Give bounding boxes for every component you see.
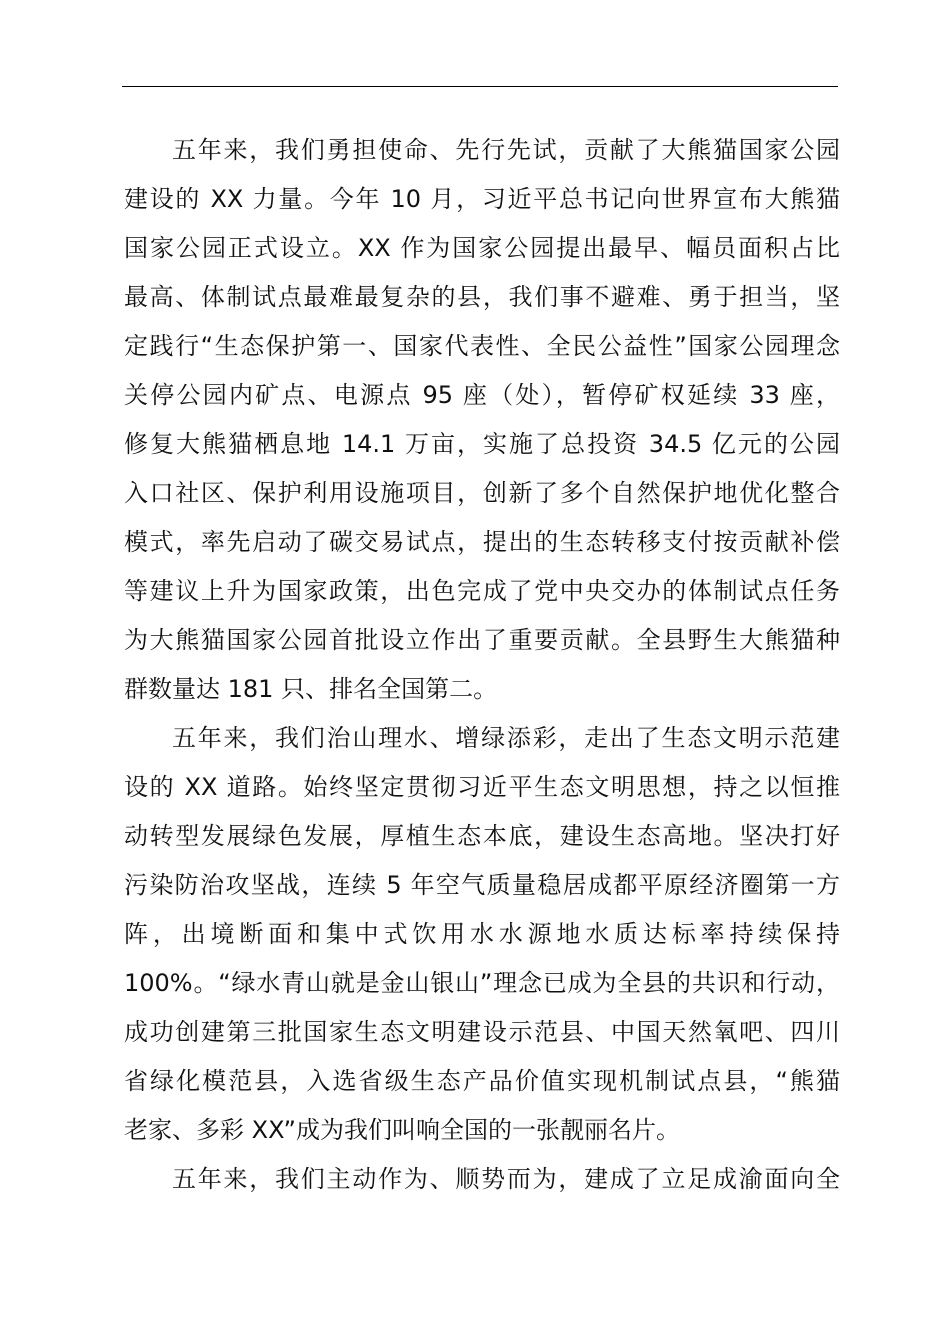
- text-line: 老家、多彩 XX”成为我们叫响全国的一张靓丽名片。: [124, 1116, 680, 1144]
- document-body: [124, 126, 840, 1204]
- text-line: 阵，出境断面和集中式饮用水水源地水质达标率持续保持: [124, 920, 840, 948]
- text-line: 省绿化模范县，入选省级生态产品价值实现机制试点县，“熊猫: [124, 1067, 840, 1095]
- text-line: 入口社区、保护利用设施项目，创新了多个自然保护地优化整合: [124, 479, 840, 507]
- text-line: 等建议上升为国家政策，出色完成了党中央交办的体制试点任务: [124, 577, 840, 605]
- paragraph-2: [124, 714, 840, 1155]
- header-rule: [122, 86, 838, 87]
- text-line: 国家公园正式设立。XX 作为国家公园提出最早、幅员面积占比: [124, 234, 840, 262]
- text-line: 群数量达 181 只、排名全国第二。: [124, 675, 498, 703]
- text-line: 动转型发展绿色发展，厚植生态本底，建设生态高地。坚决打好: [124, 822, 840, 850]
- text-line: 污染防治攻坚战，连续 5 年空气质量稳居成都平原经济圈第一方: [124, 871, 840, 899]
- text-line: 定践行“生态保护第一、国家代表性、全民公益性”国家公园理念: [124, 332, 840, 360]
- text-line: 建设的 XX 力量。今年 10 月，习近平总书记向世界宣布大熊猫: [124, 185, 840, 213]
- text-line: 模式，率先启动了碳交易试点，提出的生态转移支付按贡献补偿: [124, 528, 840, 556]
- paragraph-1: [124, 126, 840, 714]
- text-line: 五年来，我们主动作为、顺势而为，建成了立足成渝面向全: [172, 1165, 840, 1193]
- text-line: 为大熊猫国家公园首批设立作出了重要贡献。全县野生大熊猫种: [124, 626, 840, 654]
- text-line: 五年来，我们治山理水、增绿添彩，走出了生态文明示范建: [172, 724, 840, 752]
- text-line: 五年来，我们勇担使命、先行先试，贡献了大熊猫国家公园: [172, 136, 840, 164]
- text-line: 成功创建第三批国家生态文明建设示范县、中国天然氧吧、四川: [124, 1018, 840, 1046]
- text-line: 修复大熊猫栖息地 14.1 万亩，实施了总投资 34.5 亿元的公园: [124, 430, 840, 458]
- text-line: 100%。“绿水青山就是金山银山”理念已成为全县的共识和行动，: [124, 969, 840, 997]
- text-line: 设的 XX 道路。始终坚定贯彻习近平生态文明思想，持之以恒推: [124, 773, 840, 801]
- text-line: 最高、体制试点最难最复杂的县，我们事不避难、勇于担当，坚: [124, 283, 840, 311]
- paragraph-3: [124, 1155, 840, 1204]
- text-line: 关停公园内矿点、电源点 95 座（处），暂停矿权延续 33 座，: [124, 381, 840, 409]
